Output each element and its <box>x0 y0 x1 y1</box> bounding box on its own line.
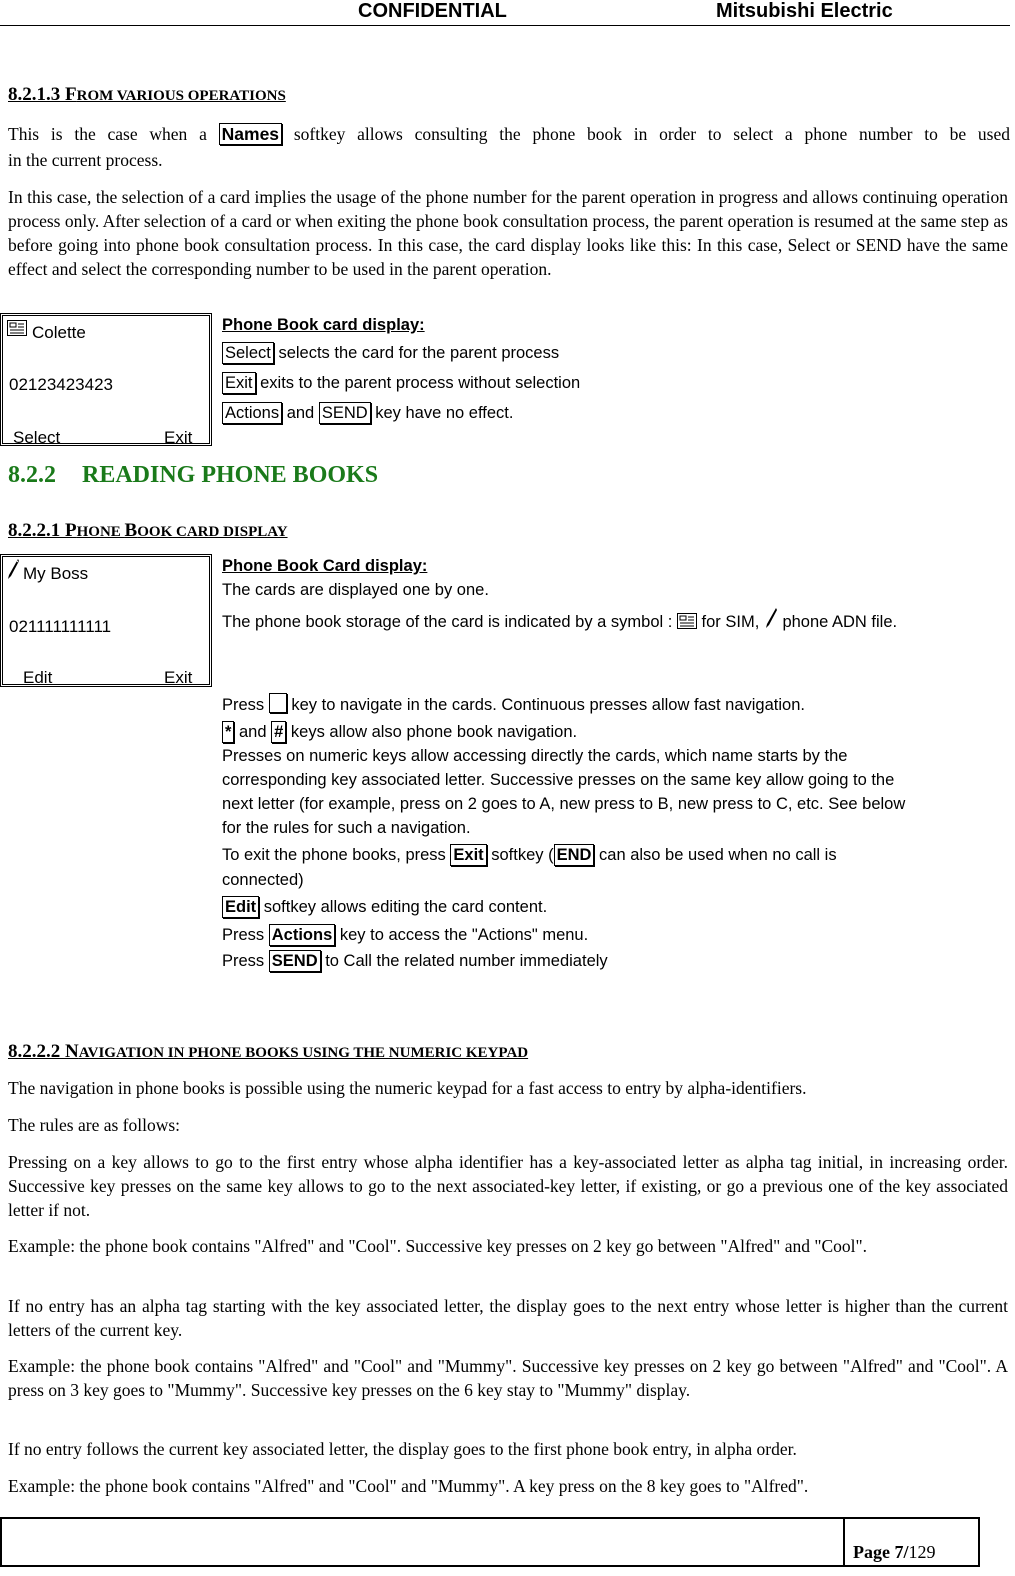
navigation-key-icon <box>269 693 287 713</box>
contact-number: 02123423423 <box>9 375 114 394</box>
paragraph-example-3: Example: the phone book contains "Alfred" and "Cool" and "Mummy". A key press on the 8 key goes to "Alfred". <box>8 1476 809 1496</box>
paragraph-rule-2: If no entry has an alpha tag starting with the key associated letter, the display goes to the next entry whose letter is higher than the current letters of the current key. <box>8 1296 1008 1340</box>
desc2-edit: Edit softkey allows editing the card content. <box>222 896 547 918</box>
company-name: Mitsubishi Electric <box>716 0 893 22</box>
desc2-numeric-4: for the rules for such a navigation. <box>222 819 471 837</box>
section-heading-8-2-2-2: 8.2.2.2 NAVIGATION IN PHONE BOOKS USING THE NUMERIC KEYPAD <box>8 1041 529 1062</box>
exit-softkey-label[interactable]: Exit <box>164 668 193 687</box>
edit-softkey-label[interactable]: Edit <box>23 668 53 687</box>
sim-card-icon <box>7 319 27 339</box>
desc1-title: Phone Book card display: <box>222 316 425 334</box>
section-heading-8-2-1-3: 8.2.1.3 FROM VARIOUS OPERATIONS <box>8 84 286 105</box>
desc2-exit-2: connected) <box>222 871 304 889</box>
section-heading-8-2-2: 8.2.2 READING PHONE BOOKS <box>8 462 379 488</box>
desc1-exit: Exit exits to the parent process without selection <box>222 372 580 394</box>
phone-display-colette <box>0 313 212 446</box>
desc2-navigate: Press key to navigate in the cards. Continuous presses allow fast navigation. <box>222 693 805 715</box>
desc2-title: Phone Book Card display: <box>222 557 428 575</box>
paragraph-rule-3: If no entry follows the current key associated letter, the display goes to the first phone book entry, in alpha order. <box>8 1439 797 1459</box>
paragraph-rules: The rules are as follows: <box>8 1115 181 1135</box>
confidential-label: CONFIDENTIAL <box>358 0 507 22</box>
header-divider <box>0 25 1010 26</box>
desc2-numeric-1: Presses on numeric keys allow accessing directly the cards, which name starts by the <box>222 747 848 765</box>
select-softkey-label[interactable]: Select <box>13 428 61 447</box>
desc2-storage: The phone book storage of the card is indicated by a symbol : for SIM, phone ADN file. <box>222 607 897 632</box>
section-heading-8-2-2-1: 8.2.2.1 PHONE BOOK CARD DISPLAY <box>8 520 288 541</box>
contact-number: 021111111111 <box>9 617 112 636</box>
paragraph-rule-1: Pressing on a key allows to go to the first entry whose alpha identifier has a key-associated letter as alpha tag initial, in increasing order. Successive key presses on the same key allows to go to the next associated-key letter, if existing, or go a previous one of the key associated letter if not. <box>8 1152 1008 1220</box>
phone-pen-icon <box>6 558 20 583</box>
names-softkey: Names <box>219 123 282 145</box>
contact-name: Colette <box>32 323 86 342</box>
phone-display-my-boss <box>0 554 212 687</box>
desc2-star-hash: * and # keys allow also phone book navigation. <box>222 721 577 743</box>
desc2-send: Press SEND to Call the related number immediately <box>222 952 608 970</box>
desc1-select: Select selects the card for the parent process <box>222 342 559 364</box>
page-number: Page 7/129 <box>853 1542 936 1562</box>
footer-box <box>0 1517 980 1567</box>
paragraph-example-2: Example: the phone book contains "Alfred" and "Cool" and "Mummy". Successive key presses on 2 key go between "Alfred" and "Cool". A press on 3 key goes to "Mummy". Successive key presses on the 6 key stay to "Mummy" display. <box>8 1356 1008 1400</box>
desc2-exit: To exit the phone books, press Exit softkey ( END can also be used when no call is <box>222 846 837 864</box>
sim-card-icon <box>677 613 697 631</box>
paragraph-example-1: Example: the phone book contains "Alfred" and "Cool". Successive key presses on 2 key go between "Alfred" and "Cool". <box>8 1236 868 1256</box>
phone-pen-icon <box>764 613 778 631</box>
desc1-actions-send: Actions and SEND key have no effect. <box>222 402 513 424</box>
paragraph-navigation-intro: The navigation in phone books is possible using the numeric keypad for a fast access to entry by alpha-identifiers. <box>8 1078 807 1098</box>
paragraph-names-line1: This is the case when a Names softkey allows consulting the phone book in order to select a phone number to be used <box>8 124 1010 144</box>
desc2-numeric-3: next letter (for example, press on 2 goes to A, new press to B, new press to C, etc. See below <box>222 795 906 813</box>
footer-divider <box>843 1517 845 1567</box>
paragraph-names-line2: in the current process. <box>8 150 163 170</box>
desc2-numeric-2: corresponding key associated letter. Successive presses on the same key allow going to the <box>222 771 895 789</box>
exit-softkey-label[interactable]: Exit <box>164 428 193 447</box>
desc2-line1: The cards are displayed one by one. <box>222 581 489 599</box>
desc2-actions: Press Actions key to access the "Actions" menu. <box>222 926 589 944</box>
paragraph-selection: In this case, the selection of a card implies the usage of the phone number for the parent operation in progress and allows continuing operation process only. After selection of a card or when exiting the phone book consultation process, the parent operation is resumed at the same step as before going into phone book consultation process. In this case, the card display looks like this: In this case, Select or SEND have the same effect and select the corresponding number to be used in the parent operation. <box>8 187 1008 279</box>
contact-name: My Boss <box>23 564 89 583</box>
